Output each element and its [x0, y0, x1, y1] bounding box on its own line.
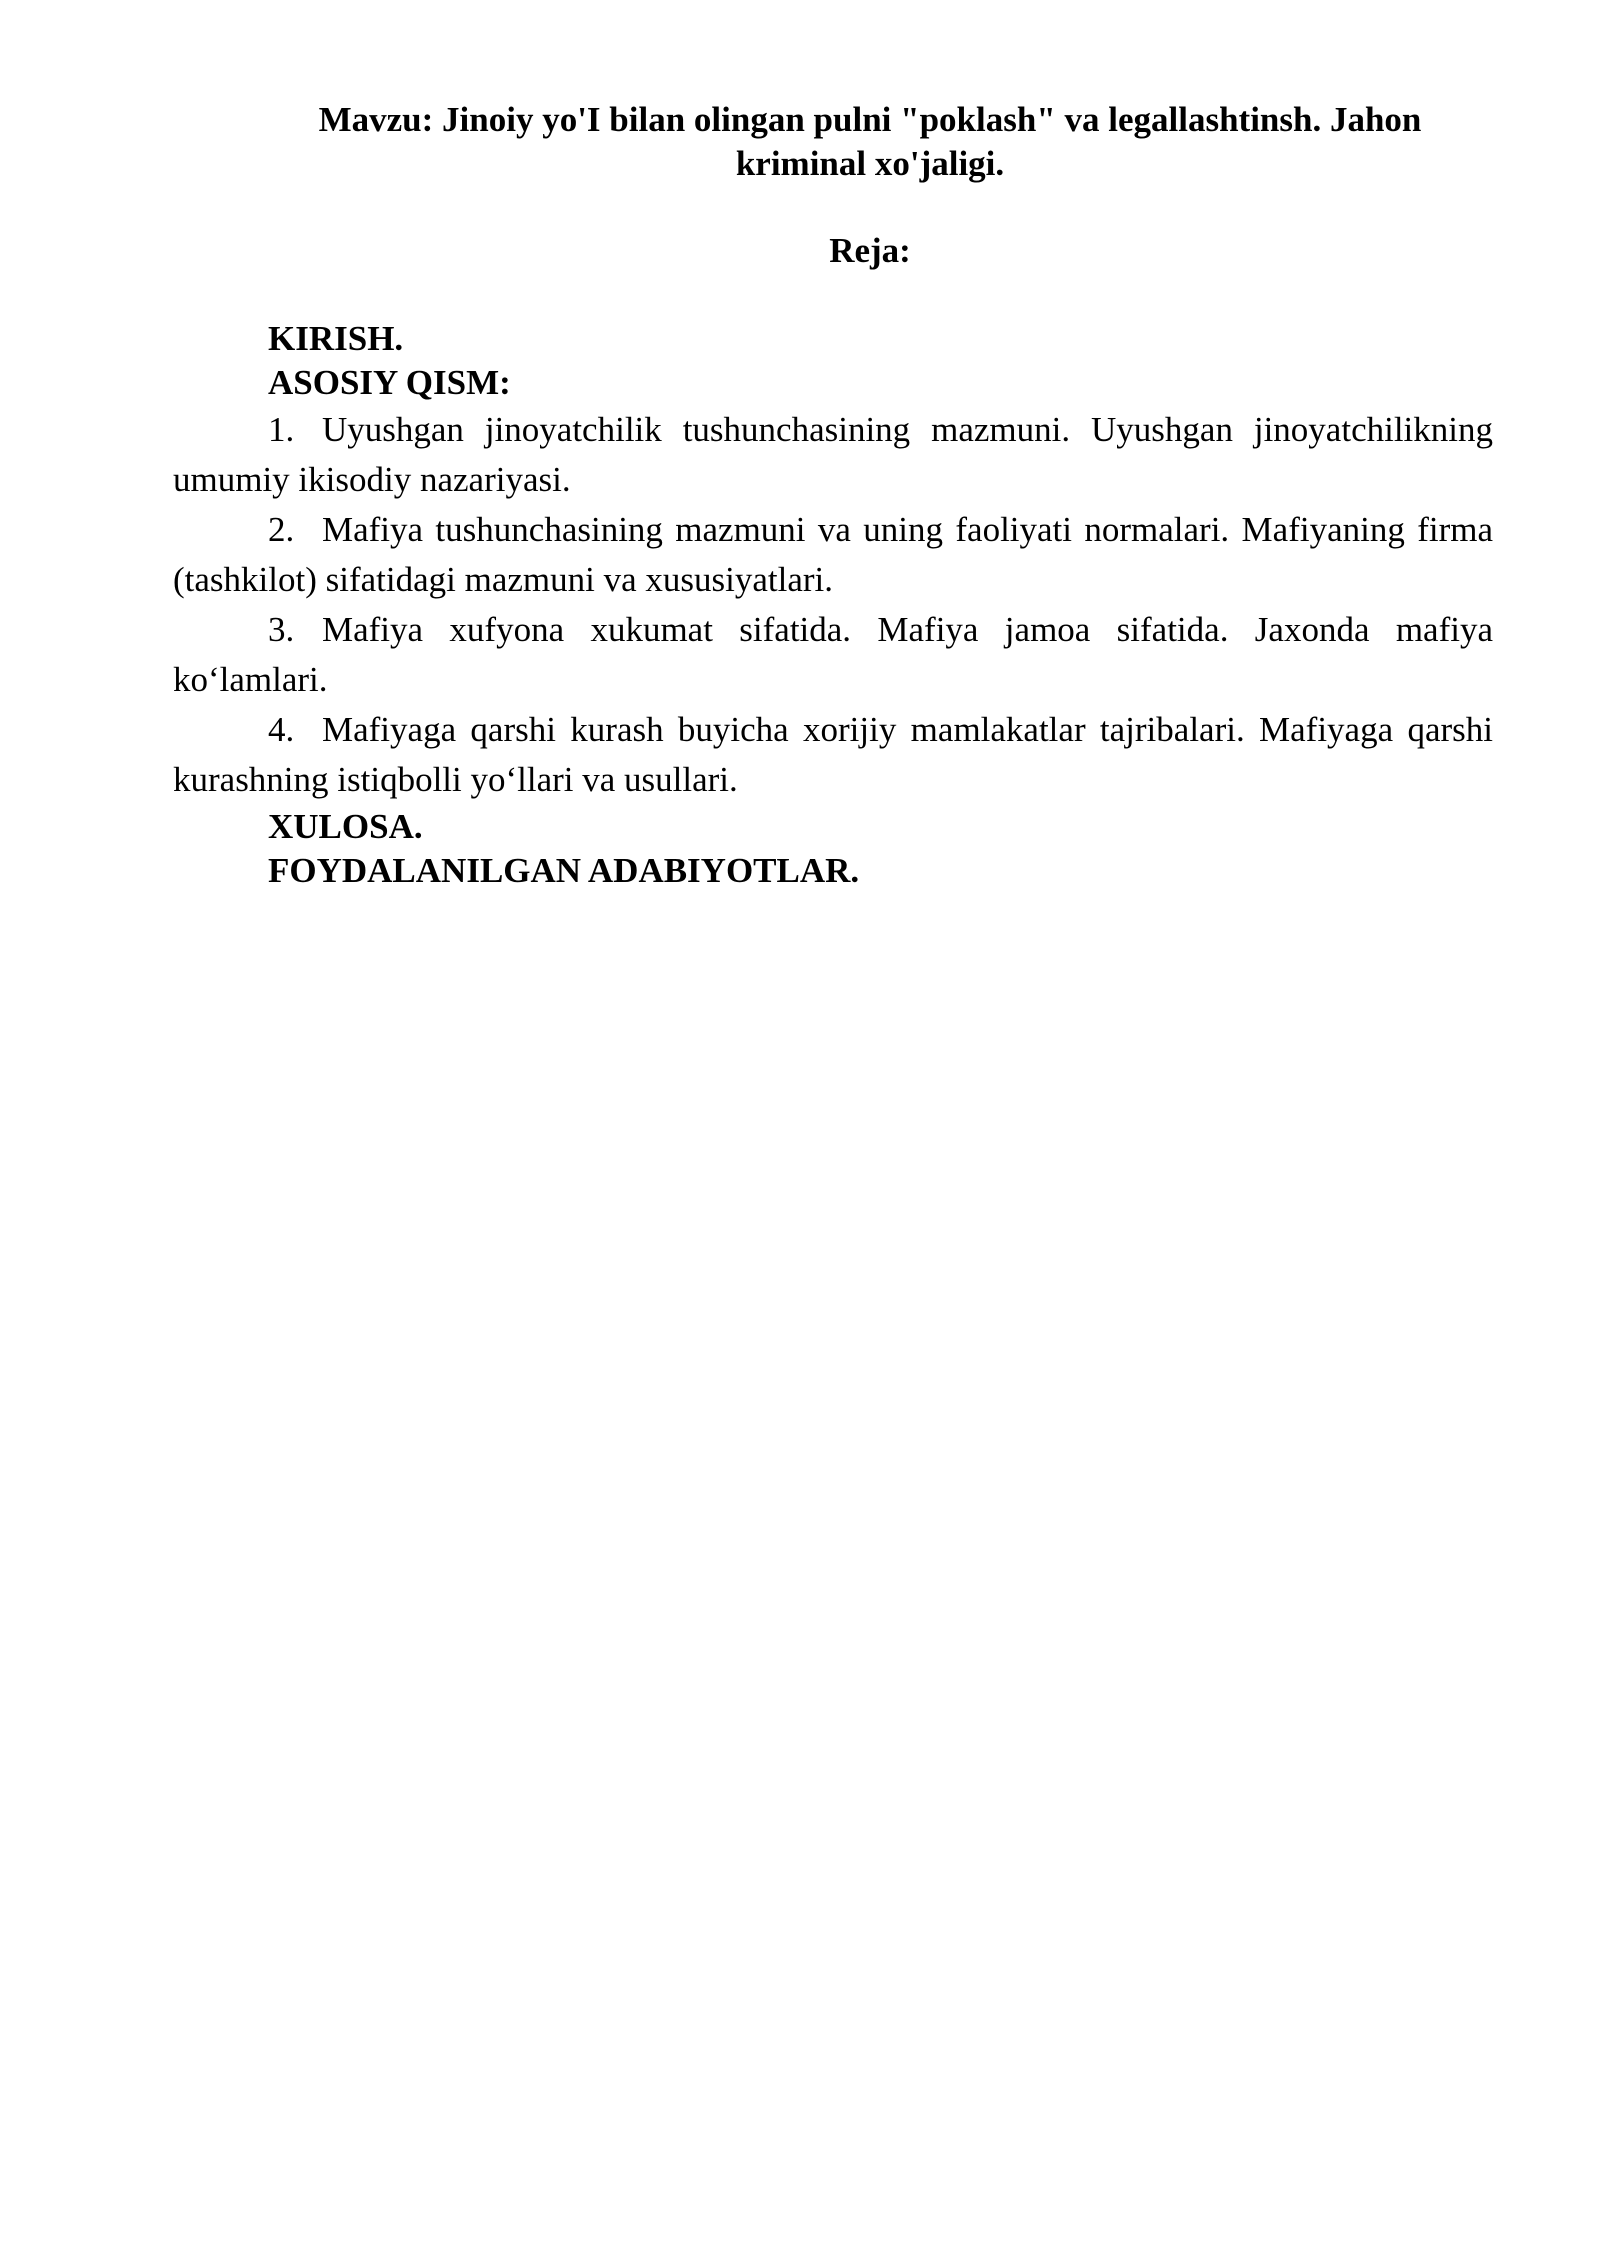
plan-item-number: 3.	[268, 610, 295, 649]
plan-body	[173, 317, 1493, 893]
conclusion-heading: XULOSA.	[268, 807, 423, 846]
plan-item-number: 4.	[268, 710, 295, 749]
intro-heading: KIRISH.	[268, 319, 404, 358]
plan-item-text: Mafiya xufyona xukumat sifatida. Mafiya jamoa sifatida. Jaxonda mafiya ko‘lamlari.	[173, 610, 1493, 699]
references-heading: FOYDALANILGAN ADABIYOTLAR.	[268, 851, 860, 890]
document-title: Mavzu: Jinoiy yo'I bilan olingan pulni "poklash" va legallashtinsh. Jahon kriminal xo'jaligi.	[318, 100, 1422, 183]
plan-item-text: Uyushgan jinoyatchilik tushunchasining mazmuni. Uyushgan jinoyatchilikning umumiy ikisodiy nazariyasi.	[173, 410, 1493, 499]
plan-item	[173, 705, 1493, 805]
plan-item	[173, 605, 1493, 705]
plan-item-number: 1.	[268, 410, 295, 449]
plan-item	[173, 505, 1493, 605]
plan-item-number: 2.	[268, 510, 295, 549]
main-part-heading: ASOSIY QISM:	[268, 363, 511, 402]
plan-item-text: Mafiya tushunchasining mazmuni va uning faoliyati normalari. Mafiyaning firma (tashkilot) sifatidagi mazmuni va xususiyatlari.	[173, 510, 1493, 599]
plan-item	[173, 405, 1493, 505]
plan-heading: Reja:	[829, 231, 911, 270]
plan-item-text: Mafiyaga qarshi kurash buyicha xorijiy mamlakatlar tajribalari. Mafiyaga qarshi kurashning istiqbolli yo‘llari va usullari.	[173, 710, 1493, 799]
